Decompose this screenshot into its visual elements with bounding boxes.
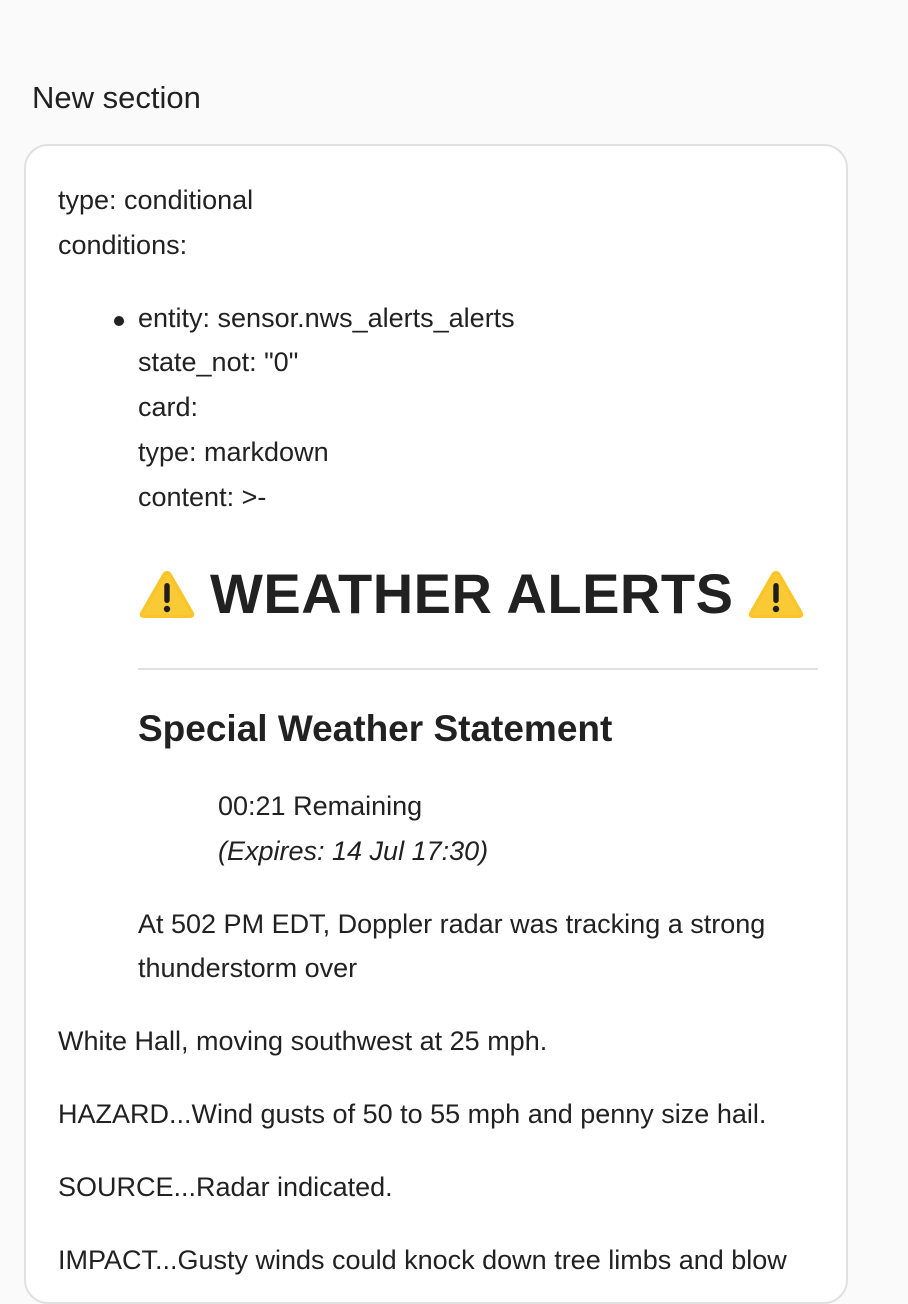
yaml-card-line: card:	[138, 392, 199, 422]
weather-alerts-heading	[138, 562, 805, 626]
yaml-conditions-line: conditions:	[58, 230, 188, 260]
alert-location-paragraph: White Hall, moving southwest at 25 mph.	[58, 1026, 548, 1056]
alert-description-line-2: thunderstorm over	[138, 953, 358, 983]
yaml-state-not-line: state_not: "0"	[138, 347, 299, 377]
yaml-type-markdown-line: type: markdown	[138, 437, 329, 467]
weather-alerts-title: WEATHER ALERTS	[210, 562, 734, 625]
yaml-content-line: content: >-	[138, 482, 267, 512]
warning-icon	[138, 568, 196, 620]
remaining-time: 00:21 Remaining	[218, 791, 423, 821]
warning-icon	[747, 568, 805, 620]
yaml-entity-line: entity: sensor.nws_alerts_alerts	[138, 303, 515, 333]
horizontal-rule	[138, 668, 818, 670]
markdown-card	[24, 144, 848, 1304]
yaml-type-line: type: conditional	[58, 185, 254, 215]
alert-description-line-1: At 502 PM EDT, Doppler radar was tracking a strong	[138, 909, 766, 939]
section-title: New section	[32, 80, 201, 115]
expires-time: (Expires: 14 Jul 17:30)	[218, 836, 489, 866]
source-paragraph: SOURCE...Radar indicated.	[58, 1172, 393, 1202]
impact-paragraph: IMPACT...Gusty winds could knock down tree limbs and blow	[58, 1245, 787, 1275]
alert-title: Special Weather Statement	[138, 708, 613, 749]
list-bullet	[114, 316, 124, 326]
hazard-paragraph: HAZARD...Wind gusts of 50 to 55 mph and penny size hail.	[58, 1099, 767, 1129]
